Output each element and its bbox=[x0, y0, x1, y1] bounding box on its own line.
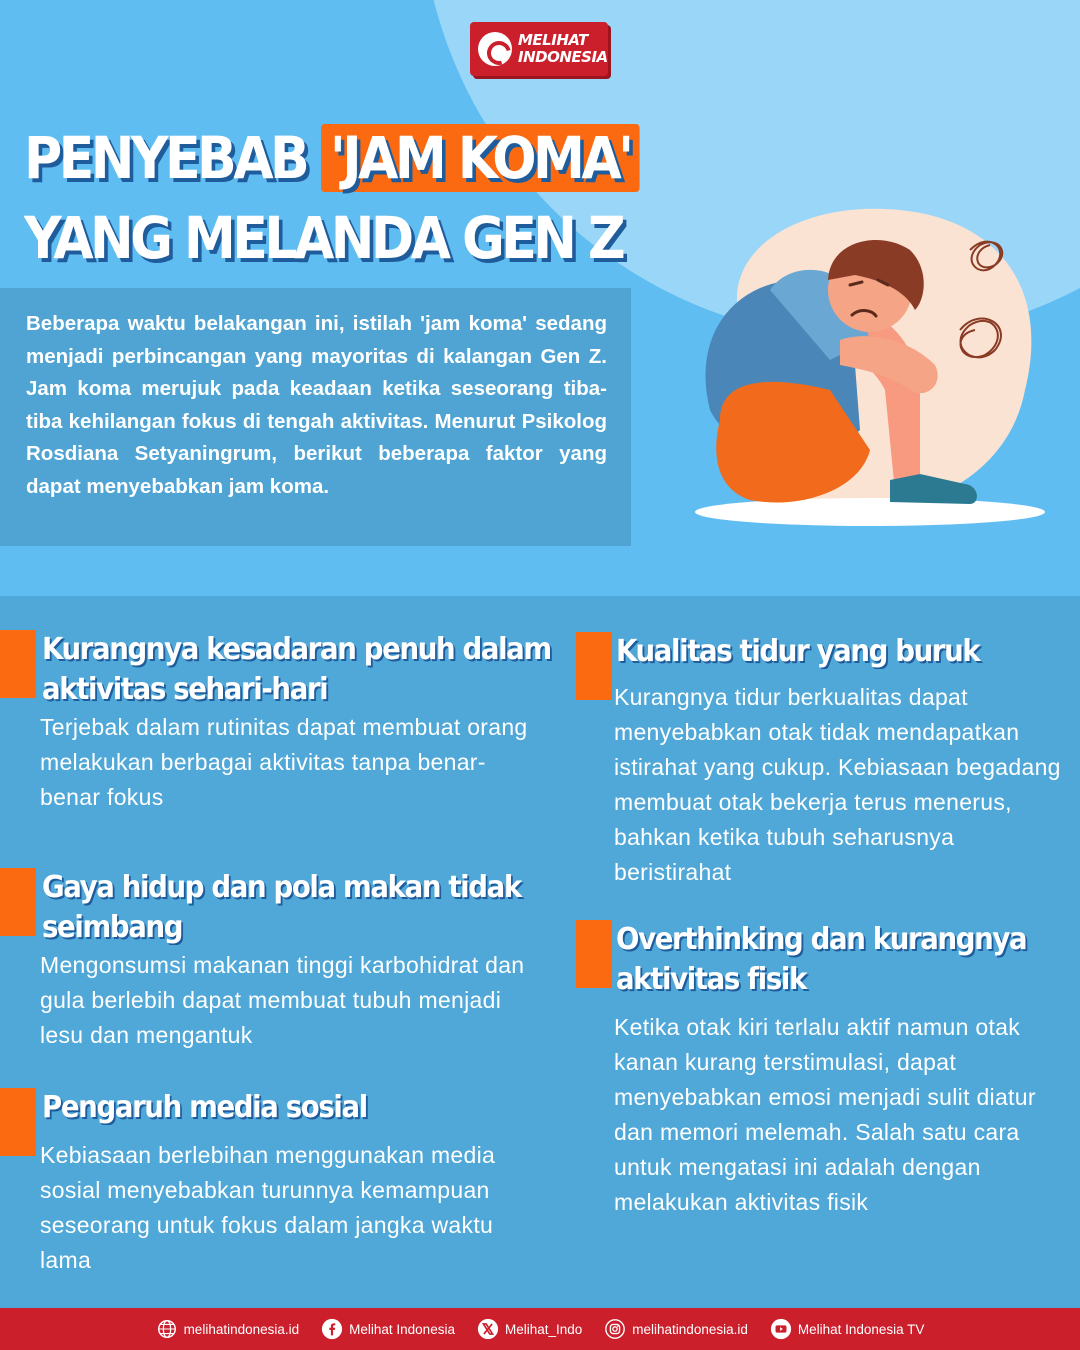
social-footer bbox=[0, 1308, 1080, 1350]
factor-text: Kebiasaan berlebihan menggunakan media sosial menyebabkan turunnya kemampuan seseorang untuk fokus dalam jangka waktu lama bbox=[40, 1142, 496, 1273]
factor-item bbox=[0, 868, 540, 1053]
facebook-label: Melihat Indonesia bbox=[349, 1321, 455, 1337]
factor-title: Kurangnya kesadaran penuh dalam aktivitas sehari-hari bbox=[42, 632, 551, 707]
factor-item bbox=[576, 632, 1070, 890]
x-icon bbox=[477, 1318, 499, 1340]
factor-title: Gaya hidup dan pola makan tidak seimbang bbox=[42, 870, 521, 945]
instagram-link[interactable] bbox=[604, 1318, 748, 1340]
factor-text: Mengonsumsi makanan tinggi karbohidrat dan gula berlebih dapat membuat tubuh menjadi lesu dan mengantuk bbox=[40, 952, 525, 1048]
factor-title: Overthinking dan kurangnya aktivitas fisik bbox=[616, 922, 1027, 997]
intro-text: Beberapa waktu belakangan ini, istilah 'jam koma' sedang menjadi perbincangan yang mayoritas di kalangan Gen Z. Jam koma merujuk pada keadaan ketika seseorang tiba-tiba kehilangan fokus di tengah aktivitas. Menurut Psikolog Rosdiana Setyaningrum, berikut beberapa faktor yang dapat menyebabkan jam koma. bbox=[0, 288, 631, 546]
accent-bar bbox=[576, 632, 612, 700]
youtube-icon bbox=[770, 1318, 792, 1340]
factor-item bbox=[0, 630, 551, 815]
youtube-label: Melihat Indonesia TV bbox=[797, 1321, 925, 1337]
title-prefix: PENYEBAB bbox=[24, 124, 321, 192]
website-label: melihatindonesia.id bbox=[183, 1321, 300, 1337]
x-label: Melihat_Indo bbox=[504, 1321, 583, 1337]
globe-icon bbox=[156, 1318, 178, 1340]
youtube-link[interactable] bbox=[770, 1318, 925, 1340]
brand-logo bbox=[470, 22, 608, 76]
accent-bar bbox=[0, 868, 36, 936]
factor-text: Kurangnya tidur berkualitas dapat menyebabkan otak tidak mendapatkan istirahat yang cukup. Kebiasaan begadang membuat otak bekerja terus menerus, bahkan ketika tubuh seharusnya beristirahat bbox=[614, 684, 1061, 885]
factor-item bbox=[0, 1088, 520, 1278]
title-highlight: 'JAM KOMA' bbox=[321, 124, 640, 192]
instagram-label: melihatindonesia.id bbox=[632, 1321, 748, 1337]
factor-title: Kualitas tidur yang buruk bbox=[616, 634, 980, 669]
title-line2: YANG MELANDA GEN Z bbox=[24, 204, 623, 272]
factor-text: Terjebak dalam rutinitas dapat membuat orang melakukan berbagai aktivitas tanpa benar-benar fokus bbox=[40, 714, 528, 810]
website-link[interactable] bbox=[156, 1318, 300, 1340]
page-title bbox=[24, 118, 640, 278]
x-link[interactable] bbox=[477, 1318, 582, 1340]
facebook-icon bbox=[321, 1318, 343, 1340]
stressed-person-illustration bbox=[680, 190, 1060, 540]
logo-line2: INDONESIA bbox=[518, 48, 608, 66]
logo-line1: MELIHAT bbox=[518, 31, 588, 49]
facebook-link[interactable] bbox=[321, 1318, 455, 1340]
factor-title: Pengaruh media sosial bbox=[42, 1090, 367, 1125]
accent-bar bbox=[576, 920, 612, 988]
factor-item bbox=[576, 920, 1070, 1220]
factor-text: Ketika otak kiri terlalu aktif namun otak kanan kurang terstimulasi, dapat menyebabkan emosi menjadi sulit diatur dan memori melemah. Salah satu cara untuk mengatasi ini adalah dengan melakukan aktivitas fisik bbox=[614, 1014, 1036, 1215]
accent-bar bbox=[0, 1088, 36, 1156]
logo-mark-icon bbox=[478, 32, 512, 66]
instagram-icon bbox=[604, 1318, 626, 1340]
accent-bar bbox=[0, 630, 36, 698]
